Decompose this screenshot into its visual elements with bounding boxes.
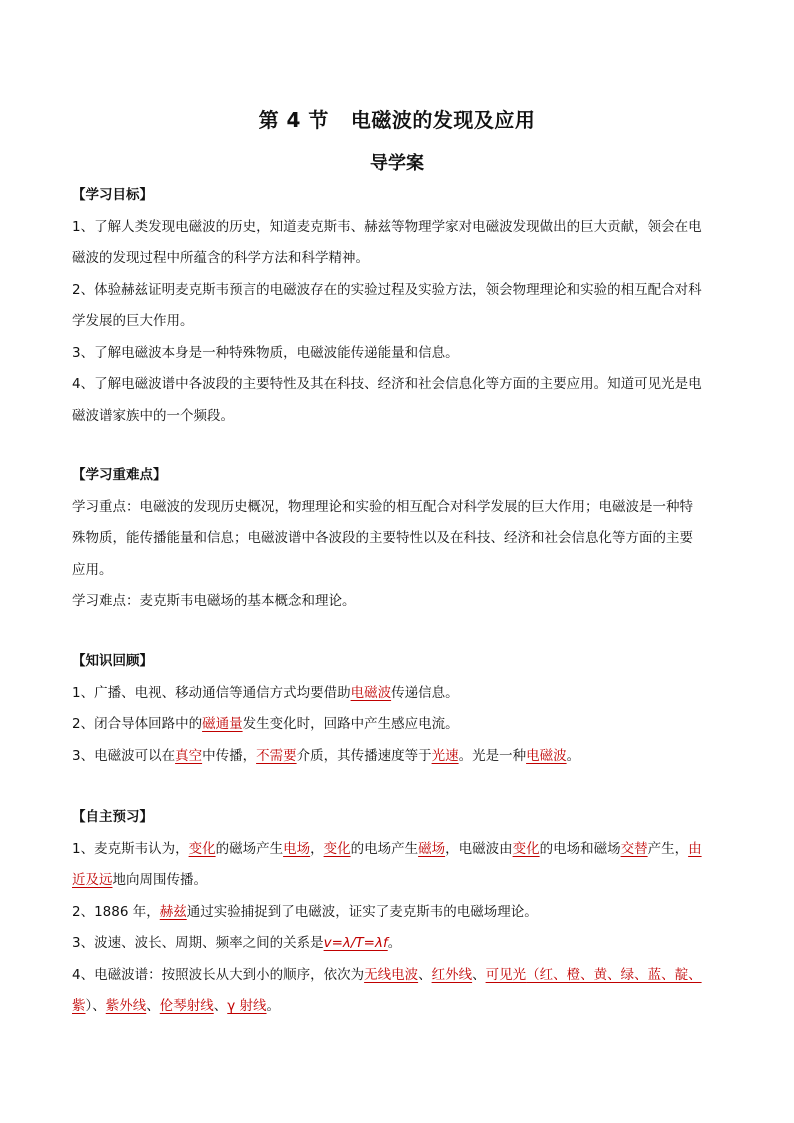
answer-blank: 伦琴射线 (159, 998, 214, 1014)
review-section (72, 646, 736, 772)
text: ）、 (85, 998, 106, 1014)
preview-item-3 (72, 928, 736, 960)
goal-item-1-line-1: 1、了解人类发现电磁波的历史，知道麦克斯韦、赫兹等物理学家对电磁波发现做出的巨大贡献，领会在电 (72, 218, 702, 235)
review-item-2 (72, 709, 736, 741)
answer-blank: 电磁波 (526, 747, 567, 764)
answer-blank: 无线电波 (364, 966, 419, 983)
focus-line-3: 应用。 (72, 561, 113, 578)
text: 2、闭合导体回路中的 (72, 716, 203, 732)
answer-blank: 真空 (175, 747, 203, 764)
preview-item-4-line-2 (72, 991, 736, 1023)
text: 。光是一种 (458, 747, 527, 764)
text: 3、波速、波长、周期、频率之间的关系是 (72, 935, 324, 951)
answer-blank: γ 射线 (227, 998, 267, 1014)
goal-item-2-line-2: 学发展的巨大作用。 (72, 313, 194, 329)
review-item-3 (72, 741, 736, 773)
text: ，电磁波由 (445, 840, 513, 857)
page-title (0, 104, 794, 133)
answer-blank: 电磁波 (350, 684, 392, 701)
text: 1、麦克斯韦认为， (72, 840, 189, 857)
text: 、 (146, 998, 160, 1014)
answer-blank: 可见光 (485, 966, 527, 983)
text: 。 (566, 747, 581, 764)
preview-heading: 【自主预习】 (72, 809, 153, 825)
text: 中传播， (202, 747, 257, 764)
text: 发生变化时，回路中产生感应电流。 (242, 716, 459, 732)
text: 、 (418, 966, 432, 983)
text: 、 (213, 998, 228, 1014)
goal-item-1-line-2: 磁波的发现过程中所蕴含的科学方法和科学精神。 (72, 250, 369, 266)
preview-item-4-line-1 (72, 960, 736, 992)
text: 传递信息。 (391, 684, 459, 701)
text: 地向周围传播。 (112, 872, 207, 888)
review-item-1 (72, 678, 736, 710)
text: 。 (387, 935, 402, 951)
text: 4、电磁波谱：按照波长从大到小的顺序，依次为 (72, 966, 365, 983)
key-points-section (72, 460, 736, 618)
preview-item-2 (72, 897, 736, 929)
text: 3、电磁波可以在 (72, 747, 176, 764)
focus-line-1: 学习重点：电磁波的发现历史概况，物理理论和实验的相互配合对科学发展的巨大作用；电磁波是一种特 (72, 498, 693, 515)
text: 产生， (647, 840, 689, 857)
formula-answer: v=λ/T=λf (323, 935, 388, 951)
preview-item-1-line-1 (72, 834, 736, 866)
answer-blank: 交替 (620, 840, 648, 857)
section-title: 电磁波的发现及应用 (350, 108, 536, 132)
text: 通过实验捕捉到了电磁波，证实了麦克斯韦的电磁场理论。 (186, 903, 538, 920)
difficulty-line: 学习难点：麦克斯韦电磁场的基本概念和理论。 (72, 593, 356, 609)
answer-blank: 近及远 (72, 872, 113, 888)
text: 的电场产生 (350, 840, 419, 857)
text: 2、1886 年， (72, 903, 160, 920)
review-heading: 【知识回顾】 (72, 653, 153, 669)
preview-item-1-line-2 (72, 865, 736, 897)
text: 的电场和磁场 (539, 840, 621, 857)
text: 的磁场产生 (215, 840, 284, 857)
preview-section (72, 802, 736, 1023)
text: 1、广播、电视、移动通信等通信方式均要借助 (72, 684, 351, 701)
key-points-heading: 【学习重难点】 (72, 467, 167, 483)
goal-item-4-line-1: 4、了解电磁波谱中各波段的主要特性及其在科技、经济和社会信息化等方面的主要应用。知道可见光是电 (72, 376, 702, 392)
goal-item-2-line-1: 2、体验赫兹证明麦克斯韦预言的电磁波存在的实验过程及实验方法，领会物理理论和实验的相互配合对科 (72, 281, 702, 298)
answer-blank: 紫外线 (105, 998, 147, 1014)
answer-blank: 变化 (512, 840, 540, 857)
goals-heading: 【学习目标】 (72, 187, 153, 203)
answer-blank: 不需要 (256, 747, 297, 764)
answer-blank: 紫 (72, 998, 86, 1014)
text: 。 (266, 998, 281, 1014)
answer-blank: 变化 (188, 840, 216, 857)
goal-item-3: 3、了解电磁波本身是一种特殊物质，电磁波能传递能量和信息。 (72, 344, 459, 361)
goal-item-4-line-2: 磁波谱家族中的一个频段。 (72, 407, 234, 424)
answer-blank: 光速 (431, 747, 459, 764)
answer-blank: 磁场 (418, 840, 446, 857)
text: 介质，其传播速度等于 (296, 747, 432, 764)
answer-blank: 变化 (323, 840, 351, 857)
page-subtitle: 导学案 (370, 153, 424, 174)
answer-blank: 磁通量 (202, 716, 243, 732)
focus-line-2: 殊物质，能传播能量和信息；电磁波谱中各波段的主要特性以及在科技、经济和社会信息化等方面的主要 (72, 530, 693, 546)
answer-blank: 红外线 (431, 966, 473, 983)
goals-section (72, 180, 736, 432)
section-number: 第 4 节 (258, 108, 329, 132)
answer-blank: 电场 (283, 840, 311, 857)
answer-blank: 赫兹 (159, 903, 187, 920)
text: 、 (472, 966, 486, 983)
answer-blank: （红、橙、黄、绿、蓝、靛、 (526, 966, 702, 983)
text: ， (310, 840, 324, 857)
answer-blank: 由 (688, 840, 702, 857)
